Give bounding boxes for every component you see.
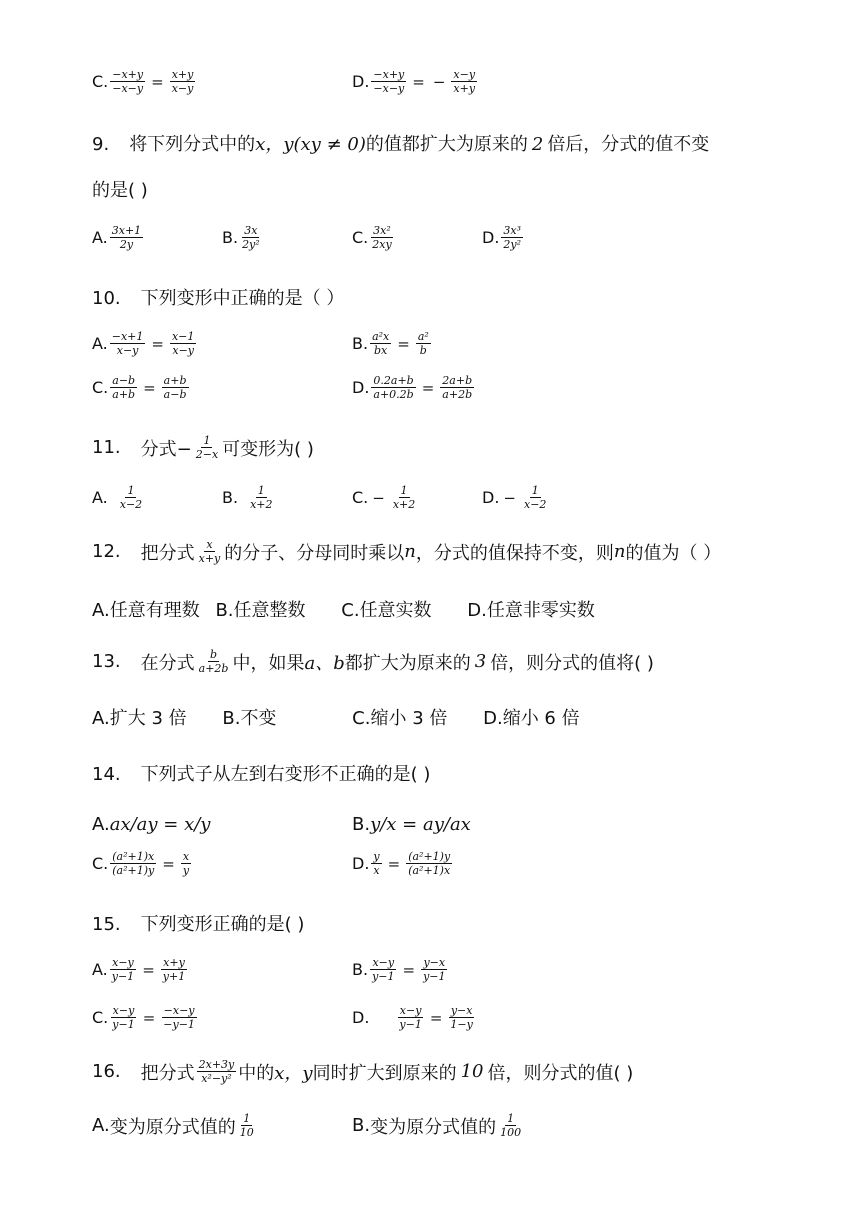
fraction bbox=[416, 330, 431, 357]
denominator: y−1 bbox=[112, 1018, 135, 1031]
denominator: x²−y² bbox=[201, 1072, 232, 1085]
numerator: (a²+1)y bbox=[408, 850, 451, 863]
option-label: C. bbox=[341, 600, 360, 621]
fraction bbox=[498, 1112, 523, 1139]
option-label: C. bbox=[352, 228, 369, 247]
denominator: −x−y bbox=[373, 82, 405, 95]
math-var: n bbox=[613, 541, 626, 562]
question-number: 16. bbox=[92, 1061, 121, 1082]
q12-option-a bbox=[92, 600, 200, 621]
stem-text: ，分式的值保持不变，则 bbox=[415, 542, 614, 564]
stem-text: 下列变形正确的是( ) bbox=[140, 914, 305, 935]
q10-option-d bbox=[352, 374, 476, 401]
option-label: A. bbox=[92, 708, 110, 729]
q9-stem bbox=[92, 130, 709, 156]
option-expression: ax/ay = x/y bbox=[109, 814, 211, 835]
numerator: x−y bbox=[453, 68, 476, 81]
fraction bbox=[440, 374, 474, 401]
option-text: 缩小 6 倍 bbox=[502, 708, 580, 729]
option-label: C. bbox=[92, 378, 109, 397]
option-label: C. bbox=[92, 854, 109, 873]
option-label: C. bbox=[352, 708, 371, 729]
q15-option-b bbox=[352, 956, 450, 983]
numerator: a² bbox=[417, 330, 429, 343]
option-label: B. bbox=[352, 1115, 371, 1136]
fraction bbox=[110, 68, 145, 95]
stem-text: 把分式 bbox=[140, 1062, 195, 1084]
option-label: B. bbox=[222, 488, 239, 507]
fraction bbox=[161, 1004, 197, 1031]
numerator: (a²+1)x bbox=[112, 850, 155, 863]
option-label: A. bbox=[92, 960, 108, 979]
fraction bbox=[110, 330, 146, 357]
q11-option-c bbox=[352, 484, 419, 511]
equals-sign: = bbox=[142, 1008, 156, 1027]
option-label: D. bbox=[352, 854, 370, 873]
q9-stem-line2: 的是( ) bbox=[92, 180, 148, 201]
numerator: −x+y bbox=[373, 68, 405, 81]
q15-option-c bbox=[92, 1004, 199, 1031]
numerator: y bbox=[373, 850, 380, 863]
question-number: 12. bbox=[92, 541, 121, 562]
equals-sign: = bbox=[151, 72, 164, 91]
q12-option-c bbox=[341, 600, 431, 621]
denominator: (a²+1)x bbox=[408, 864, 451, 877]
numerator: −x+1 bbox=[111, 330, 144, 343]
denominator: 100 bbox=[500, 1126, 522, 1139]
option-label: A. bbox=[92, 814, 110, 835]
q13-option-c bbox=[352, 708, 447, 729]
option-label: B. bbox=[222, 708, 241, 729]
numerator: 1 bbox=[507, 1112, 515, 1125]
numerator: y−x bbox=[450, 1004, 473, 1017]
denominator: x−2 bbox=[523, 498, 547, 511]
stem-text: 的值为（ ） bbox=[625, 542, 722, 564]
q8-option-d bbox=[352, 68, 479, 95]
q10-stem bbox=[92, 284, 344, 310]
q9-option-b bbox=[222, 224, 264, 251]
numerator: x bbox=[206, 538, 213, 551]
numerator: 0.2a+b bbox=[373, 374, 414, 387]
equals-sign: = bbox=[429, 1008, 443, 1027]
denominator: a+0.2b bbox=[373, 388, 414, 401]
q11-option-b bbox=[222, 484, 276, 511]
minus-sign: − bbox=[432, 72, 446, 91]
fraction bbox=[197, 648, 231, 675]
numerator: y−x bbox=[423, 956, 446, 969]
question-number: 9. bbox=[92, 134, 110, 155]
question-number: 10. bbox=[92, 288, 121, 309]
q13-option-d bbox=[483, 708, 580, 729]
numerator: 1 bbox=[127, 484, 135, 497]
numerator: a²x bbox=[372, 330, 390, 343]
stem-text: 下列变形中正确的是（ ） bbox=[140, 288, 345, 309]
denominator: a+2b bbox=[198, 662, 229, 675]
option-text: 变为原分式值的 bbox=[109, 1116, 236, 1138]
option-label: A. bbox=[92, 488, 108, 507]
stem-text: 可变形为( ) bbox=[222, 438, 314, 460]
denominator: 2y bbox=[119, 238, 134, 251]
minus-sign: − bbox=[503, 488, 516, 507]
stem-text: 倍，则分式的值( ) bbox=[487, 1062, 634, 1084]
denominator: x+y bbox=[453, 82, 476, 95]
stem-text: 同时扩大到原来的 bbox=[312, 1062, 457, 1084]
denominator: a+2b bbox=[442, 388, 473, 401]
numerator: 1 bbox=[257, 484, 265, 497]
option-label: D. bbox=[352, 1008, 370, 1027]
option-label: C. bbox=[92, 72, 109, 91]
fraction bbox=[240, 224, 262, 251]
option-label: C. bbox=[352, 488, 369, 507]
denominator: b bbox=[419, 344, 427, 357]
denominator: −y−1 bbox=[163, 1018, 195, 1031]
option-text: 缩小 3 倍 bbox=[370, 708, 448, 729]
question-number: 15. bbox=[92, 914, 121, 935]
q16-stem bbox=[92, 1058, 633, 1085]
fraction bbox=[370, 330, 391, 357]
fraction bbox=[162, 374, 189, 401]
stem-text: 在分式 bbox=[140, 652, 195, 674]
denominator: y−1 bbox=[111, 970, 135, 983]
option-label: D. bbox=[352, 72, 370, 91]
fraction bbox=[448, 1004, 474, 1031]
denominator: x−2 bbox=[119, 498, 143, 511]
numerator: x−y bbox=[399, 1004, 422, 1017]
q15-option-a bbox=[92, 956, 189, 983]
option-label: A. bbox=[92, 334, 108, 353]
fraction bbox=[110, 374, 137, 401]
denominator: x+2 bbox=[250, 498, 273, 511]
equals-sign: = bbox=[412, 72, 425, 91]
q12-option-d bbox=[467, 600, 595, 621]
fraction bbox=[406, 850, 452, 877]
q11-option-a bbox=[92, 484, 146, 511]
denominator: x+2 bbox=[392, 498, 416, 511]
times-value: 2 bbox=[531, 134, 544, 155]
option-label: C. bbox=[92, 1008, 109, 1027]
numerator: 1 bbox=[203, 434, 211, 447]
q9-option-c bbox=[352, 224, 396, 251]
q13-stem bbox=[92, 648, 654, 675]
option-label: A. bbox=[92, 600, 110, 621]
option-text: 变为原分式值的 bbox=[370, 1116, 497, 1138]
fraction bbox=[110, 1004, 136, 1031]
stem-text: 的分子、分母同时乘以 bbox=[224, 542, 405, 564]
math-vars: a、b bbox=[304, 652, 345, 674]
question-number: 14. bbox=[92, 764, 121, 785]
q13-options bbox=[92, 704, 580, 730]
numerator: x−1 bbox=[171, 330, 195, 343]
option-label: A. bbox=[92, 228, 108, 247]
stem-text: 都扩大为原来的 bbox=[344, 652, 471, 674]
denominator: y−1 bbox=[423, 970, 446, 983]
numerator: 1 bbox=[531, 484, 539, 497]
fraction bbox=[110, 224, 143, 251]
option-text: 任意有理数 bbox=[109, 600, 200, 621]
numerator: 3x² bbox=[373, 224, 391, 237]
equals-sign: = bbox=[397, 334, 410, 353]
option-expression: y/x = ay/ax bbox=[370, 814, 471, 835]
question-number: 11. bbox=[92, 437, 121, 458]
denominator: y−1 bbox=[399, 1018, 422, 1031]
math-var: n bbox=[404, 541, 416, 562]
denominator: 2y² bbox=[503, 238, 522, 251]
option-text: 扩大 3 倍 bbox=[109, 708, 187, 729]
option-text: 不变 bbox=[240, 708, 277, 729]
fraction bbox=[118, 484, 144, 511]
q13-option-b bbox=[222, 708, 276, 729]
fraction bbox=[110, 956, 136, 983]
numerator: b bbox=[210, 648, 218, 661]
fraction bbox=[170, 330, 196, 357]
option-label: D. bbox=[467, 600, 487, 621]
numerator: 1 bbox=[400, 484, 408, 497]
denominator: −x−y bbox=[112, 82, 144, 95]
numerator: −x−y bbox=[163, 1004, 195, 1017]
numerator: 3x bbox=[244, 224, 258, 237]
option-label: B. bbox=[352, 814, 371, 835]
option-text: 任意整数 bbox=[233, 600, 306, 621]
math-vars: x，y(xy ≠ 0) bbox=[255, 134, 366, 155]
q15-option-d bbox=[352, 1004, 477, 1031]
denominator: x−y bbox=[171, 82, 194, 95]
fraction bbox=[522, 484, 548, 511]
q14-option-a bbox=[92, 814, 210, 835]
fraction bbox=[197, 538, 223, 565]
numerator: 3x+1 bbox=[111, 224, 142, 237]
fraction bbox=[197, 1058, 237, 1085]
denominator: 2y² bbox=[242, 238, 260, 251]
numerator: x+y bbox=[171, 68, 194, 81]
fraction bbox=[391, 484, 417, 511]
q12-options bbox=[92, 596, 595, 622]
fraction bbox=[371, 68, 406, 95]
option-text: 任意实数 bbox=[359, 600, 432, 621]
denominator: y+1 bbox=[162, 970, 186, 983]
denominator: 1−y bbox=[450, 1018, 473, 1031]
stem-text: 下列式子从左到右变形不正确的是( ) bbox=[140, 764, 431, 785]
denominator: y−1 bbox=[372, 970, 395, 983]
q14-option-d bbox=[352, 850, 454, 877]
fraction bbox=[161, 956, 187, 983]
fraction bbox=[501, 224, 523, 251]
numerator: 3x³ bbox=[503, 224, 522, 237]
math-vars: x，y bbox=[274, 1062, 313, 1084]
q11-stem bbox=[92, 434, 314, 461]
denominator: a+b bbox=[112, 388, 136, 401]
denominator: x bbox=[373, 864, 380, 877]
q10-option-c bbox=[92, 374, 191, 401]
fraction bbox=[194, 434, 220, 461]
fraction bbox=[370, 956, 396, 983]
equals-sign: = bbox=[143, 378, 156, 397]
stem-text: 分式− bbox=[140, 438, 192, 460]
option-label: D. bbox=[352, 378, 370, 397]
q9-option-d bbox=[482, 224, 525, 251]
denominator: x−y bbox=[116, 344, 139, 357]
option-label: B. bbox=[352, 334, 369, 353]
numerator: x−y bbox=[112, 956, 134, 969]
stem-text: 中，如果 bbox=[232, 652, 305, 674]
fraction bbox=[397, 1004, 423, 1031]
option-label: B. bbox=[215, 600, 234, 621]
equals-sign: = bbox=[142, 960, 155, 979]
fraction bbox=[451, 68, 477, 95]
q14-stem bbox=[92, 760, 430, 786]
fraction bbox=[371, 374, 415, 401]
times-value: 10 bbox=[460, 1061, 484, 1082]
fraction bbox=[181, 850, 191, 877]
minus-sign: − bbox=[372, 488, 385, 507]
q13-option-a bbox=[92, 708, 187, 729]
equals-sign: = bbox=[402, 960, 416, 979]
denominator: (a²+1)y bbox=[112, 864, 155, 877]
numerator: −x+y bbox=[112, 68, 144, 81]
q8-option-c bbox=[92, 68, 197, 95]
fraction bbox=[238, 1112, 256, 1139]
q9-option-a bbox=[92, 224, 145, 251]
denominator: a−b bbox=[163, 388, 187, 401]
fraction bbox=[110, 850, 156, 877]
q16-option-b bbox=[352, 1112, 525, 1139]
stem-text: 的值都扩大为原来的 bbox=[365, 134, 528, 155]
q15-stem bbox=[92, 910, 304, 936]
numerator: 1 bbox=[243, 1112, 251, 1125]
denominator: 2xy bbox=[372, 238, 392, 251]
numerator: a−b bbox=[112, 374, 136, 387]
question-number: 13. bbox=[92, 651, 121, 672]
stem-text: 倍后，分式的值不变 bbox=[547, 134, 710, 155]
times-value: 3 bbox=[474, 651, 487, 672]
numerator: a+b bbox=[163, 374, 187, 387]
denominator: y bbox=[182, 864, 190, 877]
fraction bbox=[421, 956, 447, 983]
q10-option-b bbox=[352, 330, 433, 357]
stem-text: 倍，则分式的值将( ) bbox=[490, 652, 654, 674]
option-label: D. bbox=[482, 488, 500, 507]
numerator: 2a+b bbox=[442, 374, 473, 387]
equals-sign: = bbox=[387, 854, 401, 873]
q16-option-a bbox=[92, 1112, 258, 1139]
q12-stem bbox=[92, 538, 721, 565]
option-label: A. bbox=[92, 1115, 110, 1136]
equals-sign: = bbox=[421, 378, 435, 397]
option-text: 任意非零实数 bbox=[486, 600, 595, 621]
numerator: x−y bbox=[372, 956, 395, 969]
equals-sign: = bbox=[162, 854, 175, 873]
q10-option-a bbox=[92, 330, 198, 357]
denominator: 10 bbox=[239, 1126, 254, 1139]
stem-text: 中的 bbox=[238, 1062, 275, 1084]
fraction bbox=[370, 224, 393, 251]
q12-option-b bbox=[215, 600, 305, 621]
q14-option-c bbox=[92, 850, 193, 877]
option-label: D. bbox=[482, 228, 500, 247]
fraction bbox=[371, 850, 381, 877]
numerator: x bbox=[182, 850, 190, 863]
numerator: x−y bbox=[112, 1004, 135, 1017]
option-label: D. bbox=[483, 708, 503, 729]
equals-sign: = bbox=[151, 334, 164, 353]
numerator: x+y bbox=[163, 956, 185, 969]
q14-option-b bbox=[352, 814, 471, 835]
stem-text: 将下列分式中的 bbox=[129, 134, 256, 155]
denominator: x−y bbox=[172, 344, 194, 357]
numerator: 2x+3y bbox=[198, 1058, 235, 1071]
denominator: x+y bbox=[198, 552, 221, 565]
option-label: B. bbox=[352, 960, 369, 979]
fraction bbox=[248, 484, 274, 511]
stem-text: 把分式 bbox=[140, 542, 195, 564]
option-label: B. bbox=[222, 228, 239, 247]
denominator: bx bbox=[374, 344, 388, 357]
fraction bbox=[170, 68, 196, 95]
denominator: 2−x bbox=[195, 448, 219, 461]
q11-option-d bbox=[482, 484, 550, 511]
